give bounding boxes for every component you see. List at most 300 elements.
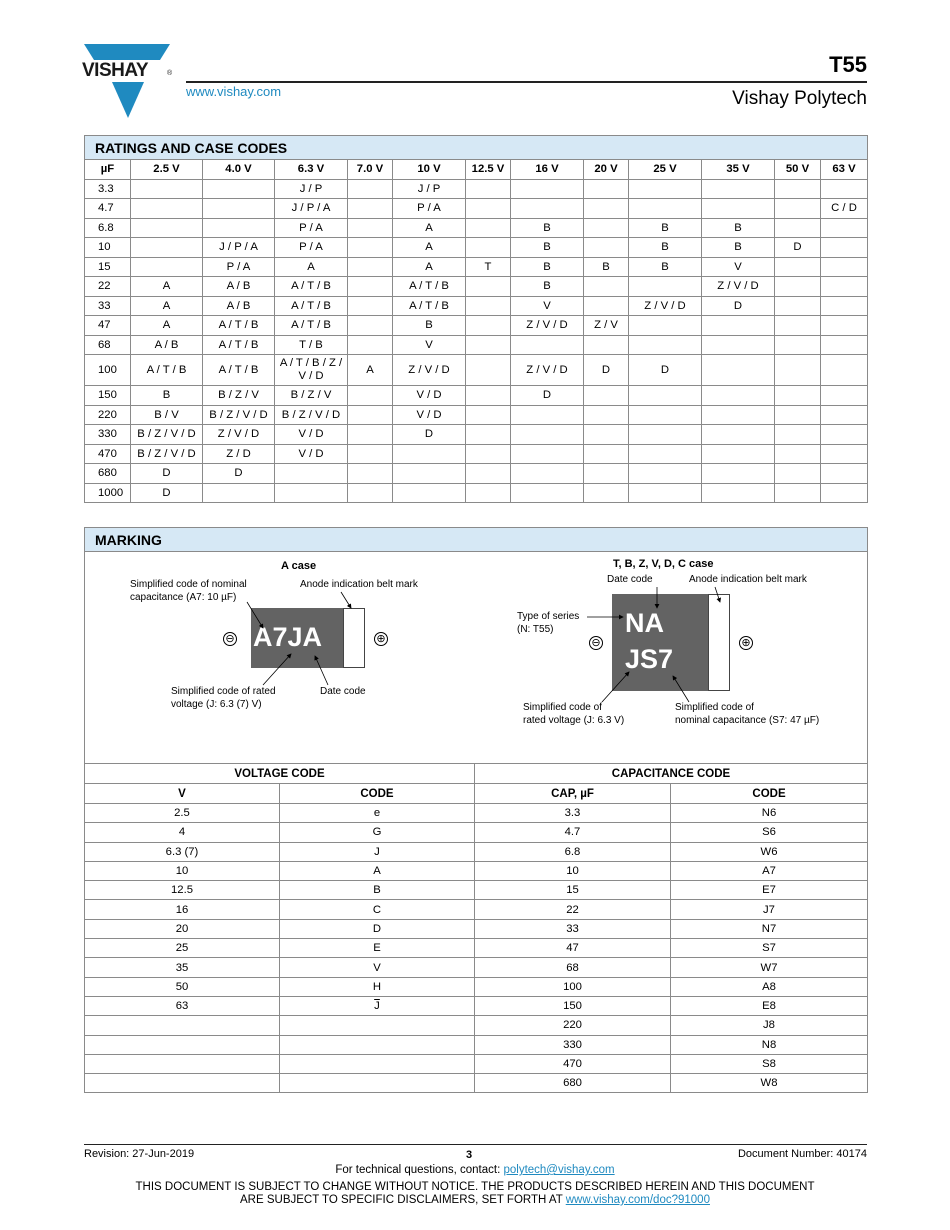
ratings-case-cell: P / A (393, 199, 466, 219)
ratings-case-cell: Z / V / D (393, 355, 466, 386)
t-volt-leader (602, 672, 629, 702)
ratings-case-cell (348, 425, 393, 445)
voltage-code-cell: H (280, 977, 475, 996)
voltage-code-cell (280, 1074, 475, 1093)
ratings-case-cell: D (584, 355, 629, 386)
voltage-cell: 25 (85, 939, 280, 958)
ratings-case-cell: V (393, 335, 466, 355)
t-case-cap-label: Simplified code of nominal capacitance (S7: 47 µF) (675, 702, 820, 726)
ratings-col-header: 4.0 V (203, 160, 275, 180)
ratings-case-cell (775, 425, 821, 445)
ratings-case-cell (629, 425, 702, 445)
ratings-case-cell (348, 199, 393, 219)
ratings-case-cell (775, 464, 821, 484)
ratings-case-cell: B (702, 238, 775, 258)
voltage-code-cell: C (280, 900, 475, 919)
ratings-case-cell (821, 483, 868, 503)
ratings-case-cell: V / D (393, 386, 466, 406)
ratings-case-cell (584, 425, 629, 445)
ratings-case-cell: A / B (131, 335, 203, 355)
code-row (85, 1035, 868, 1054)
ratings-case-cell: C / D (821, 199, 868, 219)
ratings-case-cell: B (511, 277, 584, 297)
ratings-col-header: 2.5 V (131, 160, 203, 180)
ratings-case-cell: B (629, 257, 702, 277)
ratings-col-header: µF (85, 160, 131, 180)
ratings-case-cell (466, 464, 511, 484)
capacitance-code-cell: E7 (671, 881, 868, 900)
ratings-cap-cell: 330 (85, 425, 131, 445)
ratings-case-cell (775, 199, 821, 219)
voltage-cell: 2.5 (85, 804, 280, 823)
ratings-case-cell (821, 296, 868, 316)
ratings-case-cell (584, 296, 629, 316)
voltage-code-cell: G (280, 823, 475, 842)
t-case-date-label: Date code (607, 574, 653, 585)
ratings-case-cell: B (511, 238, 584, 258)
ratings-case-cell (821, 277, 868, 297)
ratings-case-cell (821, 464, 868, 484)
ratings-case-cell: D (511, 386, 584, 406)
ratings-case-cell (702, 179, 775, 199)
ratings-cap-cell: 470 (85, 444, 131, 464)
logo-wordmark: VISHAY (82, 60, 148, 81)
site-url-link[interactable]: www.vishay.com (186, 84, 282, 99)
ratings-case-cell (131, 199, 203, 219)
capacitance-code-cell: E8 (671, 996, 868, 1015)
voltage-code-cell: $\overline{J}$ (280, 996, 475, 1015)
ratings-case-cell: B (393, 316, 466, 336)
ratings-col-header: 25 V (629, 160, 702, 180)
voltage-code-cell (280, 1016, 475, 1035)
ratings-case-cell: T / B (275, 335, 348, 355)
ratings-case-cell: A (393, 218, 466, 238)
ratings-row (85, 179, 868, 199)
ratings-case-cell: A (275, 257, 348, 277)
ratings-case-cell: B / Z / V / D (203, 405, 275, 425)
ratings-case-cell (203, 218, 275, 238)
ratings-row (85, 238, 868, 258)
ratings-case-cell (511, 179, 584, 199)
ratings-case-cell (466, 335, 511, 355)
capacitance-code-cell: A8 (671, 977, 868, 996)
capacitance-code-cell: W6 (671, 842, 868, 861)
ratings-case-cell: D (775, 238, 821, 258)
ratings-case-cell (629, 444, 702, 464)
ratings-case-cell: Z / V / D (702, 277, 775, 297)
ratings-case-cell (629, 199, 702, 219)
logo-registered-mark: ® (167, 70, 173, 77)
a-case-anode-label: Anode indication belt mark (300, 579, 418, 590)
ratings-case-cell: A / T / B (203, 335, 275, 355)
code-row (85, 900, 868, 919)
ratings-case-cell (775, 257, 821, 277)
ratings-case-cell: B (629, 218, 702, 238)
capacitance-code-cell: A7 (671, 861, 868, 880)
capacitance-cell: 33 (475, 919, 671, 938)
ratings-case-cell (203, 483, 275, 503)
marking-diagram (85, 552, 868, 764)
disclaimer-link[interactable]: www.vishay.com/doc?91000 (565, 1194, 710, 1206)
ratings-case-cell (466, 425, 511, 445)
voltage-cell: 20 (85, 919, 280, 938)
ratings-col-header: 10 V (393, 160, 466, 180)
ratings-row (85, 257, 868, 277)
voltage-code-cell: A (280, 861, 475, 880)
code-row (85, 823, 868, 842)
ratings-case-cell (629, 386, 702, 406)
ratings-case-cell: A / T / B (203, 316, 275, 336)
voltage-cell: 16 (85, 900, 280, 919)
code-row (85, 881, 868, 900)
ratings-case-cell: B (702, 218, 775, 238)
ratings-case-cell: D (702, 296, 775, 316)
ratings-case-cell (775, 316, 821, 336)
ratings-row (85, 425, 868, 445)
logo-bottom-triangle (112, 82, 144, 118)
ratings-case-cell: J / P / A (275, 199, 348, 219)
marking-leader-lines (85, 552, 868, 763)
t-case-plus-icon: ⊕ (739, 636, 753, 650)
marking-title: MARKING (85, 528, 868, 552)
code-row (85, 861, 868, 880)
capacitance-cell: 220 (475, 1016, 671, 1035)
ratings-row (85, 199, 868, 219)
ratings-case-cell (466, 277, 511, 297)
ratings-case-cell (702, 386, 775, 406)
ratings-case-cell: A / T / B (131, 355, 203, 386)
ratings-title: RATINGS AND CASE CODES (85, 136, 868, 160)
voltage-code-cell (280, 1054, 475, 1073)
ratings-case-cell (775, 444, 821, 464)
disclaimer-prefix: ARE SUBJECT TO SPECIFIC DISCLAIMERS, SET FORTH AT (240, 1194, 566, 1206)
code-row (85, 1074, 868, 1093)
ratings-case-cell (775, 483, 821, 503)
a-cap-leader (247, 602, 263, 628)
capacitance-code-cell: S6 (671, 823, 868, 842)
ratings-row (85, 218, 868, 238)
ratings-case-cell (511, 483, 584, 503)
ratings-case-cell (821, 386, 868, 406)
ratings-case-cell (511, 335, 584, 355)
ratings-case-cell (511, 464, 584, 484)
a-case-volt-label: Simplified code of rated voltage (J: 6.3 (7) V) (171, 686, 276, 710)
voltage-cell (85, 1074, 280, 1093)
capacitance-code-cell: S7 (671, 939, 868, 958)
ratings-cap-cell: 680 (85, 464, 131, 484)
ratings-case-cell: D (393, 425, 466, 445)
ratings-row (85, 296, 868, 316)
ratings-case-cell (821, 444, 868, 464)
ratings-row (85, 464, 868, 484)
ratings-case-cell (393, 483, 466, 503)
ratings-col-header: 63 V (821, 160, 868, 180)
ratings-col-header: 12.5 V (466, 160, 511, 180)
ratings-case-cell: B / V (131, 405, 203, 425)
ratings-col-header: 50 V (775, 160, 821, 180)
capacitance-cell: 470 (475, 1054, 671, 1073)
ratings-case-cell (131, 257, 203, 277)
capacitance-code-cell: W8 (671, 1074, 868, 1093)
logo-top-shape (84, 44, 170, 60)
ratings-cap-cell: 68 (85, 335, 131, 355)
ratings-case-cell (584, 199, 629, 219)
voltage-cell: 50 (85, 977, 280, 996)
voltage-cell (85, 1016, 280, 1035)
disclaimer-line-2 (0, 1194, 950, 1206)
ratings-case-cell (131, 218, 203, 238)
t-case-series-label: Type of series (N: T55) (517, 611, 580, 635)
capacitance-cell: 10 (475, 861, 671, 880)
contact-email-link[interactable]: polytech@vishay.com (503, 1164, 615, 1176)
ratings-cap-cell: 1000 (85, 483, 131, 503)
voltage-cell: 6.3 (7) (85, 842, 280, 861)
ratings-case-cell: B (511, 257, 584, 277)
ratings-case-cell (393, 464, 466, 484)
ratings-case-cell (348, 296, 393, 316)
voltage-cell (85, 1035, 280, 1054)
ratings-case-cell (348, 335, 393, 355)
ratings-case-cell (821, 405, 868, 425)
voltage-cell: 12.5 (85, 881, 280, 900)
a-case-cap-label: Simplified code of nominal capacitance (A7: 10 µF) (130, 579, 247, 603)
ratings-case-cell (821, 335, 868, 355)
ratings-case-cell (702, 355, 775, 386)
ratings-case-cell (584, 218, 629, 238)
col-capacitance-code: CODE (671, 784, 868, 804)
ratings-case-cell (348, 444, 393, 464)
ratings-case-cell: Z / V (584, 316, 629, 336)
ratings-row (85, 277, 868, 297)
contact-prefix: For technical questions, contact: (335, 1164, 504, 1176)
capacitance-code-cell: W7 (671, 958, 868, 977)
ratings-case-cell: A (131, 277, 203, 297)
ratings-case-cell: B / Z / V (275, 386, 348, 406)
ratings-case-cell: A (131, 296, 203, 316)
code-row (85, 996, 868, 1015)
code-row (85, 1054, 868, 1073)
ratings-case-cell: D (131, 483, 203, 503)
a-case-chip-marking: A7JA (253, 622, 323, 652)
voltage-code-cell: V (280, 958, 475, 977)
ratings-cap-cell: 6.8 (85, 218, 131, 238)
code-row (85, 919, 868, 938)
ratings-case-cell: A (131, 316, 203, 336)
ratings-case-cell: B (584, 257, 629, 277)
ratings-case-cell: V / D (393, 405, 466, 425)
ratings-case-cell (775, 405, 821, 425)
voltage-cell: 4 (85, 823, 280, 842)
t-case-minus-icon: ⊖ (589, 636, 603, 650)
ratings-case-cell: A (393, 257, 466, 277)
footer-rule (84, 1144, 867, 1145)
ratings-case-cell (348, 464, 393, 484)
ratings-case-cell (629, 335, 702, 355)
code-row (85, 804, 868, 823)
ratings-case-cell (821, 316, 868, 336)
ratings-case-cell (584, 483, 629, 503)
capacitance-cell: 22 (475, 900, 671, 919)
ratings-case-cell (775, 218, 821, 238)
ratings-table (84, 135, 868, 503)
ratings-col-header: 35 V (702, 160, 775, 180)
ratings-case-cell (775, 355, 821, 386)
ratings-case-cell: A / T / B (275, 316, 348, 336)
ratings-case-cell (466, 386, 511, 406)
t-case-volt-label: Simplified code of rated voltage (J: 6.3 V) (523, 702, 625, 726)
ratings-case-cell (584, 238, 629, 258)
ratings-case-cell (629, 179, 702, 199)
ratings-case-cell (466, 444, 511, 464)
ratings-case-cell: A / T / B (393, 296, 466, 316)
ratings-case-cell: Z / V / D (511, 316, 584, 336)
voltage-code-title: VOLTAGE CODE (85, 764, 475, 784)
ratings-case-cell (629, 316, 702, 336)
ratings-case-cell: J / P (275, 179, 348, 199)
ratings-case-cell: D (203, 464, 275, 484)
ratings-case-cell (629, 405, 702, 425)
ratings-case-cell (702, 316, 775, 336)
ratings-case-cell (511, 425, 584, 445)
ratings-case-cell: A / T / B (393, 277, 466, 297)
ratings-row (85, 335, 868, 355)
ratings-case-cell (821, 218, 868, 238)
ratings-cap-cell: 33 (85, 296, 131, 316)
a-case-title: A case (281, 560, 317, 572)
ratings-row (85, 405, 868, 425)
ratings-case-cell (131, 238, 203, 258)
capacitance-cell: 680 (475, 1074, 671, 1093)
ratings-case-cell (466, 483, 511, 503)
ratings-case-cell: A (348, 355, 393, 386)
ratings-col-header: 20 V (584, 160, 629, 180)
ratings-case-cell (348, 218, 393, 238)
ratings-case-cell (821, 238, 868, 258)
ratings-case-cell (275, 483, 348, 503)
ratings-case-cell (821, 355, 868, 386)
ratings-case-cell: J / P / A (203, 238, 275, 258)
ratings-case-cell (466, 238, 511, 258)
ratings-case-cell (629, 277, 702, 297)
ratings-case-cell (629, 464, 702, 484)
capacitance-code-cell: J7 (671, 900, 868, 919)
ratings-case-cell (584, 464, 629, 484)
ratings-case-cell: Z / V / D (511, 355, 584, 386)
ratings-case-cell (775, 277, 821, 297)
voltage-code-cell: E (280, 939, 475, 958)
ratings-case-cell: P / A (275, 238, 348, 258)
ratings-case-cell: Z / V / D (203, 425, 275, 445)
ratings-case-cell: B / Z / V / D (131, 425, 203, 445)
ratings-case-cell (629, 483, 702, 503)
ratings-cap-cell: 220 (85, 405, 131, 425)
ratings-case-cell: Z / D (203, 444, 275, 464)
revision-date: Revision: 27-Jun-2019 (84, 1148, 195, 1160)
code-row (85, 939, 868, 958)
contact-line (0, 1164, 950, 1176)
ratings-case-cell (584, 405, 629, 425)
ratings-case-cell: B (511, 218, 584, 238)
ratings-case-cell (466, 355, 511, 386)
ratings-case-cell (702, 464, 775, 484)
ratings-case-cell (275, 464, 348, 484)
ratings-case-cell (203, 179, 275, 199)
ratings-case-cell: P / A (203, 257, 275, 277)
ratings-case-cell (203, 199, 275, 219)
ratings-row (85, 316, 868, 336)
capacitance-code-cell: N7 (671, 919, 868, 938)
ratings-case-cell (511, 405, 584, 425)
code-row (85, 958, 868, 977)
ratings-case-cell (131, 179, 203, 199)
ratings-case-cell (775, 179, 821, 199)
capacitance-cell: 150 (475, 996, 671, 1015)
t-cap-leader (673, 676, 689, 702)
ratings-case-cell (466, 296, 511, 316)
ratings-case-cell: A / T / B / Z / V / D (275, 355, 348, 386)
ratings-case-cell: B / Z / V / D (275, 405, 348, 425)
voltage-cell: 10 (85, 861, 280, 880)
ratings-case-cell (821, 257, 868, 277)
ratings-case-cell (348, 483, 393, 503)
ratings-case-cell: B / Z / V (203, 386, 275, 406)
ratings-case-cell (348, 405, 393, 425)
document-code: T55 (829, 52, 867, 77)
ratings-case-cell (348, 386, 393, 406)
ratings-case-cell: A (393, 238, 466, 258)
voltage-code-cell (280, 1035, 475, 1054)
a-anode-leader (341, 592, 351, 608)
ratings-row (85, 355, 868, 386)
ratings-col-header: 6.3 V (275, 160, 348, 180)
capacitance-code-cell: S8 (671, 1054, 868, 1073)
ratings-case-cell (584, 179, 629, 199)
marking-table (84, 527, 868, 1093)
ratings-row (85, 444, 868, 464)
ratings-case-cell: A / B (203, 296, 275, 316)
ratings-case-cell (775, 296, 821, 316)
ratings-case-cell: V / D (275, 444, 348, 464)
capacitance-code-title: CAPACITANCE CODE (475, 764, 868, 784)
capacitance-code-cell: J8 (671, 1016, 868, 1035)
ratings-case-cell (584, 335, 629, 355)
capacitance-cell: 330 (475, 1035, 671, 1054)
ratings-case-cell (348, 257, 393, 277)
t-anode-leader (715, 587, 720, 602)
ratings-case-cell: D (629, 355, 702, 386)
t-case-anode-label: Anode indication belt mark (689, 574, 807, 585)
code-row (85, 842, 868, 861)
voltage-code-cell: J (280, 842, 475, 861)
a-case-minus-icon: ⊖ (223, 632, 237, 646)
capacitance-cell: 100 (475, 977, 671, 996)
ratings-case-cell (821, 179, 868, 199)
disclaimer-line-1: THIS DOCUMENT IS SUBJECT TO CHANGE WITHOUT NOTICE. THE PRODUCTS DESCRIBED HEREIN AND THIS DOCUMENT (135, 1181, 815, 1193)
ratings-cap-cell: 15 (85, 257, 131, 277)
ratings-case-cell: B / Z / V / D (131, 444, 203, 464)
t-case-title: T, B, Z, V, D, C case (613, 558, 714, 570)
col-voltage: V (85, 784, 280, 804)
voltage-code-cell: D (280, 919, 475, 938)
ratings-case-cell: B (629, 238, 702, 258)
ratings-case-cell (775, 335, 821, 355)
ratings-case-cell (466, 218, 511, 238)
col-capacitance: CAP, µF (475, 784, 671, 804)
ratings-case-cell (466, 179, 511, 199)
ratings-case-cell: A / T / B (275, 277, 348, 297)
ratings-cap-cell: 150 (85, 386, 131, 406)
ratings-case-cell (702, 483, 775, 503)
